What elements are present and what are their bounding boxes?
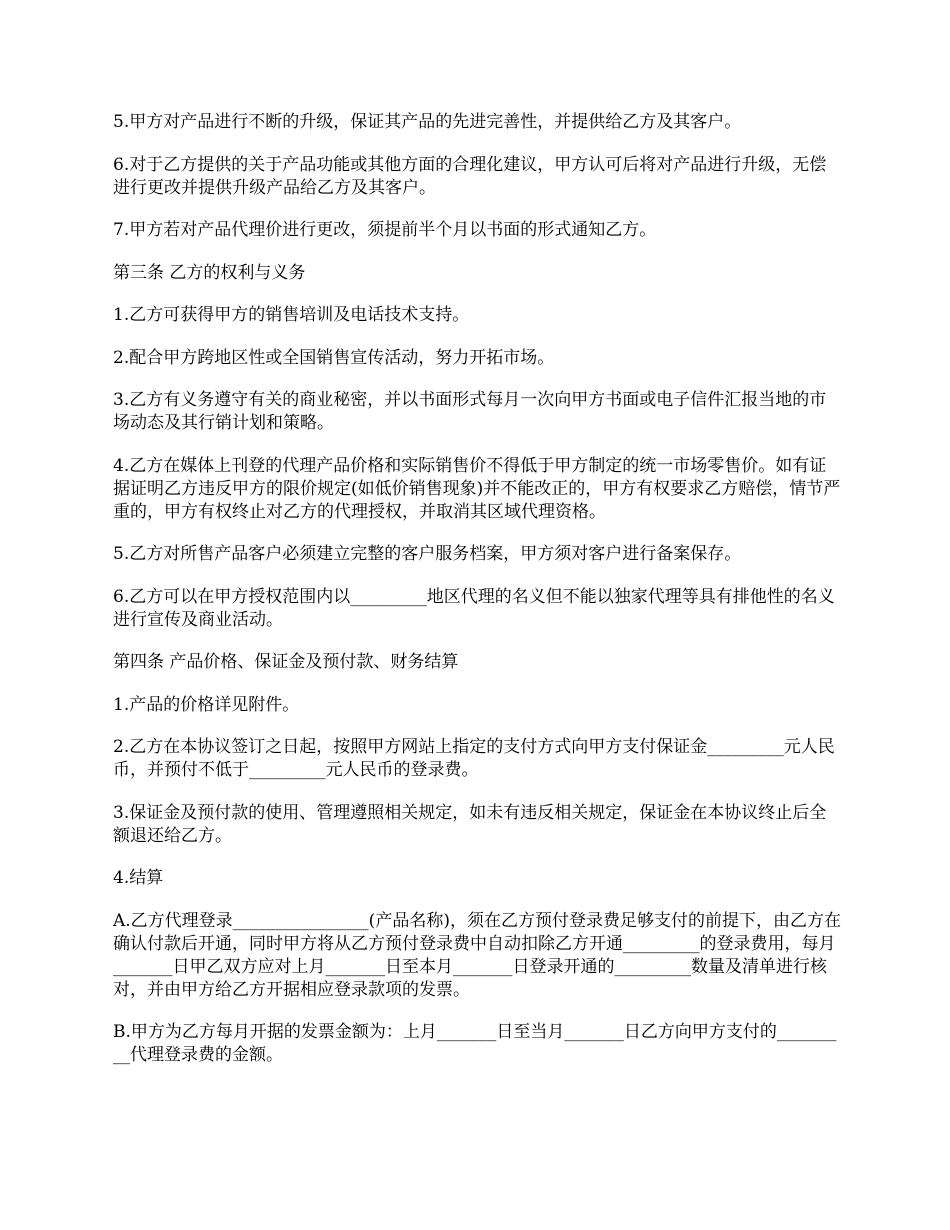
clause-settlement-b: B.甲方为乙方每月开据的发票金额为：上月_______日至当月_______日乙方向甲方支付的_________代理登录费的金额。 xyxy=(113,1022,837,1065)
article-3-heading: 第三条 乙方的权利与义务 xyxy=(113,262,306,283)
clause-settlement-a: A.乙方代理登录________________(产品名称)，须在乙方预付登录费足够支付的前提下，由乙方在确认付款后开通，同时甲方将从乙方预付登录费中自动扣除乙方开通_________的登录费用，每月_______日甲乙双方应对上月_______日至本月_______日登录开通的_________数量及清单进行核对，并由甲方给乙方开据相应登录款项的发票。 xyxy=(113,910,841,1000)
clause-settlement-heading: 4.结算 xyxy=(113,868,164,888)
clause-pricing-1: 1.产品的价格详见附件。 xyxy=(113,694,300,715)
clause-party-b-4: 4.乙方在媒体上刊登的代理产品价格和实际销售价不得低于甲方制定的统一市场零售价。如有证据证明乙方违反甲方的限价规定(如低价销售现象)并不能改正的，甲方有权要求乙方赔偿，情节严重的，甲方有权终止对乙方的代理授权，并取消其区域代理资格。 xyxy=(113,455,841,522)
clause-party-a-6: 6.对于乙方提供的关于产品功能或其他方面的合理化建议，甲方认可后将对产品进行升级，无偿进行更改并提供升级产品给乙方及其客户。 xyxy=(113,154,827,198)
clause-party-b-6: 6.乙方可以在甲方授权范围内以_________地区代理的名义但不能以独家代理等具有排他性的名义进行宣传及商业活动。 xyxy=(113,586,835,630)
clause-pricing-3: 3.保证金及预付款的使用、管理遵照相关规定，如未有违反相关规定，保证金在本协议终止后全额退还给乙方。 xyxy=(113,802,827,846)
clause-pricing-2: 2.乙方在本协议签订之日起，按照甲方网站上指定的支付方式向甲方支付保证金_________元人民币，并预付不低于_________元人民币的登录费。 xyxy=(113,737,835,780)
article-4-heading: 第四条 产品价格、保证金及预付款、财务结算 xyxy=(113,652,459,672)
clause-party-b-3: 3.乙方有义务遵守有关的商业秘密，并以书面形式每月一次向甲方书面或电子信件汇报当地的市场动态及其行销计划和策略。 xyxy=(113,390,827,433)
clause-party-b-2: 2.配合甲方跨地区性或全国销售宣传活动，努力开拓市场。 xyxy=(113,347,555,368)
clause-party-a-7: 7.甲方若对产品代理价进行更改，须提前半个月以书面的形式通知乙方。 xyxy=(113,220,657,240)
clause-party-b-5: 5.乙方对所售产品客户必须建立完整的客户服务档案，甲方须对客户进行备案保存。 xyxy=(113,544,742,564)
document-body xyxy=(113,111,843,1087)
clause-party-b-1: 1.乙方可获得甲方的销售培训及电话技术支持。 xyxy=(113,305,470,325)
clause-party-a-5: 5.甲方对产品进行不断的升级，保证其产品的先进完善性，并提供给乙方及其客户。 xyxy=(113,112,742,132)
